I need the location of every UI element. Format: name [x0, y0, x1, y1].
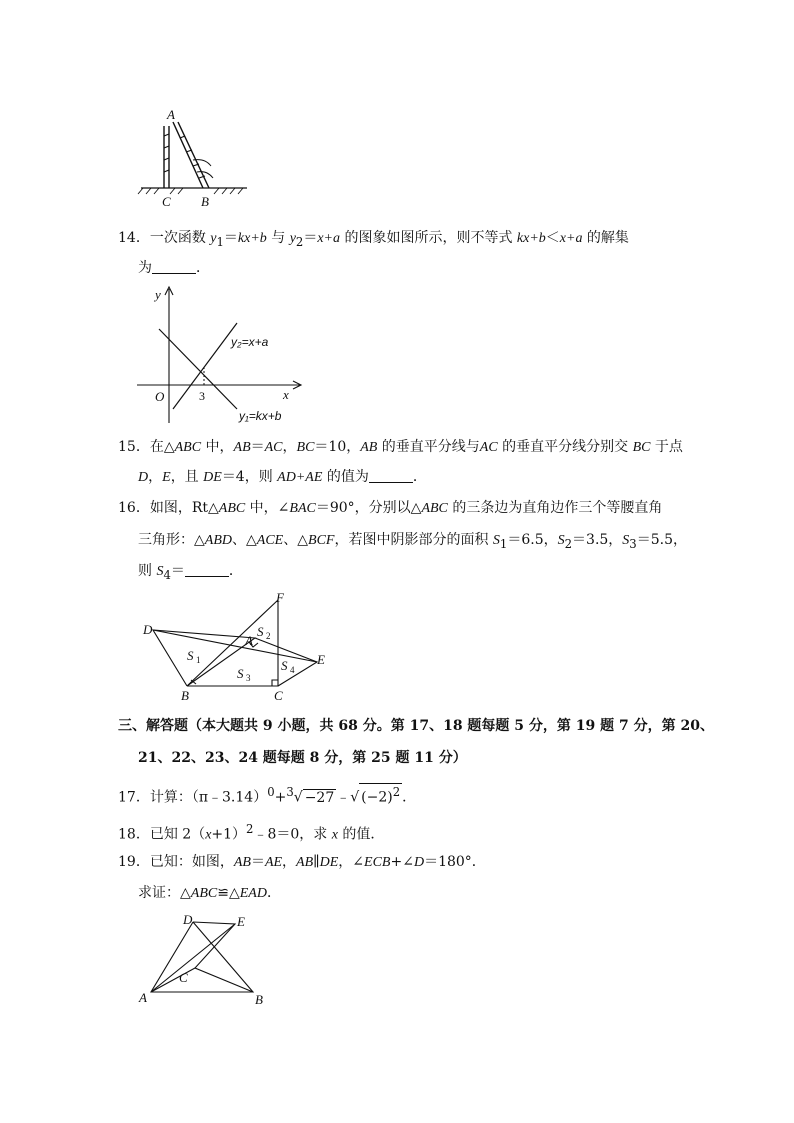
label-S3-sub: 3: [246, 673, 251, 683]
congruent-triangles-figure: [135, 910, 275, 1010]
question-16-line2: 三角形：△ABD、△ACE、△BCF，若图中阴影部分的面积 $S_1=6.5$，$S_2=3.5$，$S_3=5.5$，: [138, 532, 687, 551]
line-label-y2: y₂=x+a: [231, 335, 269, 349]
answer-blank: [152, 259, 196, 274]
label-E: E: [317, 652, 325, 667]
section-3-heading-line2: 21、22、23、24 题每题 8 分，第 25 题 11 分）: [138, 750, 467, 766]
label-S1: S: [187, 648, 194, 663]
question-15-line1: 15．在△ABC 中，AB＝AC，BC＝10，AB 的垂直平分线与AC 的垂直平分线分别交 BC 于点: [118, 439, 683, 455]
question-18: 18．已知 $2(x+1)^2﹣8=0$，求 x 的值．: [118, 822, 385, 843]
x-axis-label: x: [283, 387, 289, 402]
label-S4: S: [281, 658, 288, 673]
label-B: B: [255, 992, 263, 1007]
section-3-heading-line1: 三、解答题（本大题共 9 小题，共 68 分。第 17、18 题每题 5 分，第 19 题 7 分，第 20、: [118, 718, 714, 734]
label-B: B: [181, 688, 189, 703]
question-16-line1: 16．如图，Rt△ABC 中，∠BAC＝90°，分别以△ABC 的三条边为直角边作三个等腰直角: [118, 500, 663, 516]
label-C: C: [179, 970, 188, 985]
label-A: A: [167, 107, 175, 122]
question-19-line2: 求证：△ABC≌△EAD．: [138, 885, 281, 901]
label-D: D: [183, 912, 193, 927]
question-16-line3: 则 $S_4=$ ．: [138, 563, 243, 582]
question-17: 17．计算：（π﹣3.14）$^0$+$^3$√ −27 ﹣√ $(-2)^2$ ．: [118, 785, 417, 806]
line-label-y1: y₁=kx+b: [239, 409, 282, 423]
label-F: F: [276, 590, 284, 605]
y-axis-label: y: [155, 287, 161, 302]
label-D: D: [143, 622, 153, 637]
label-C: C: [274, 688, 283, 703]
label-S3: S: [237, 666, 244, 681]
question-14-line2: 为 ．: [138, 260, 210, 276]
label-B: B: [201, 194, 209, 209]
label-S2-sub: 2: [266, 631, 271, 641]
label-A: A: [245, 633, 253, 648]
tick-label-3: 3: [199, 389, 205, 403]
triangles-figure: [135, 590, 335, 705]
label-S4-sub: 4: [290, 665, 295, 675]
question-15-line2: D，E，且 DE＝4，则 AD+AE 的值为 ．: [138, 469, 427, 485]
ladder-figure: [135, 108, 255, 208]
answer-blank: [369, 468, 413, 483]
linear-functions-figure: [135, 283, 315, 428]
answer-blank: [185, 562, 229, 577]
label-A: A: [139, 990, 147, 1005]
label-S2: S: [257, 624, 264, 639]
label-S1-sub: 1: [196, 655, 201, 665]
label-C: C: [162, 194, 171, 209]
question-19-line1: 19．已知：如图，AB＝AE，AB∥DE，∠ECB+∠D＝180°．: [118, 854, 486, 870]
label-E: E: [237, 914, 245, 929]
question-14-line1: 14．一次函数 $y_1=kx+b$ 与 $y_2=x+a$ 的图象如图所示，则不等式 kx+b＜x+a 的解集: [118, 230, 629, 249]
origin-label: O: [155, 389, 165, 404]
